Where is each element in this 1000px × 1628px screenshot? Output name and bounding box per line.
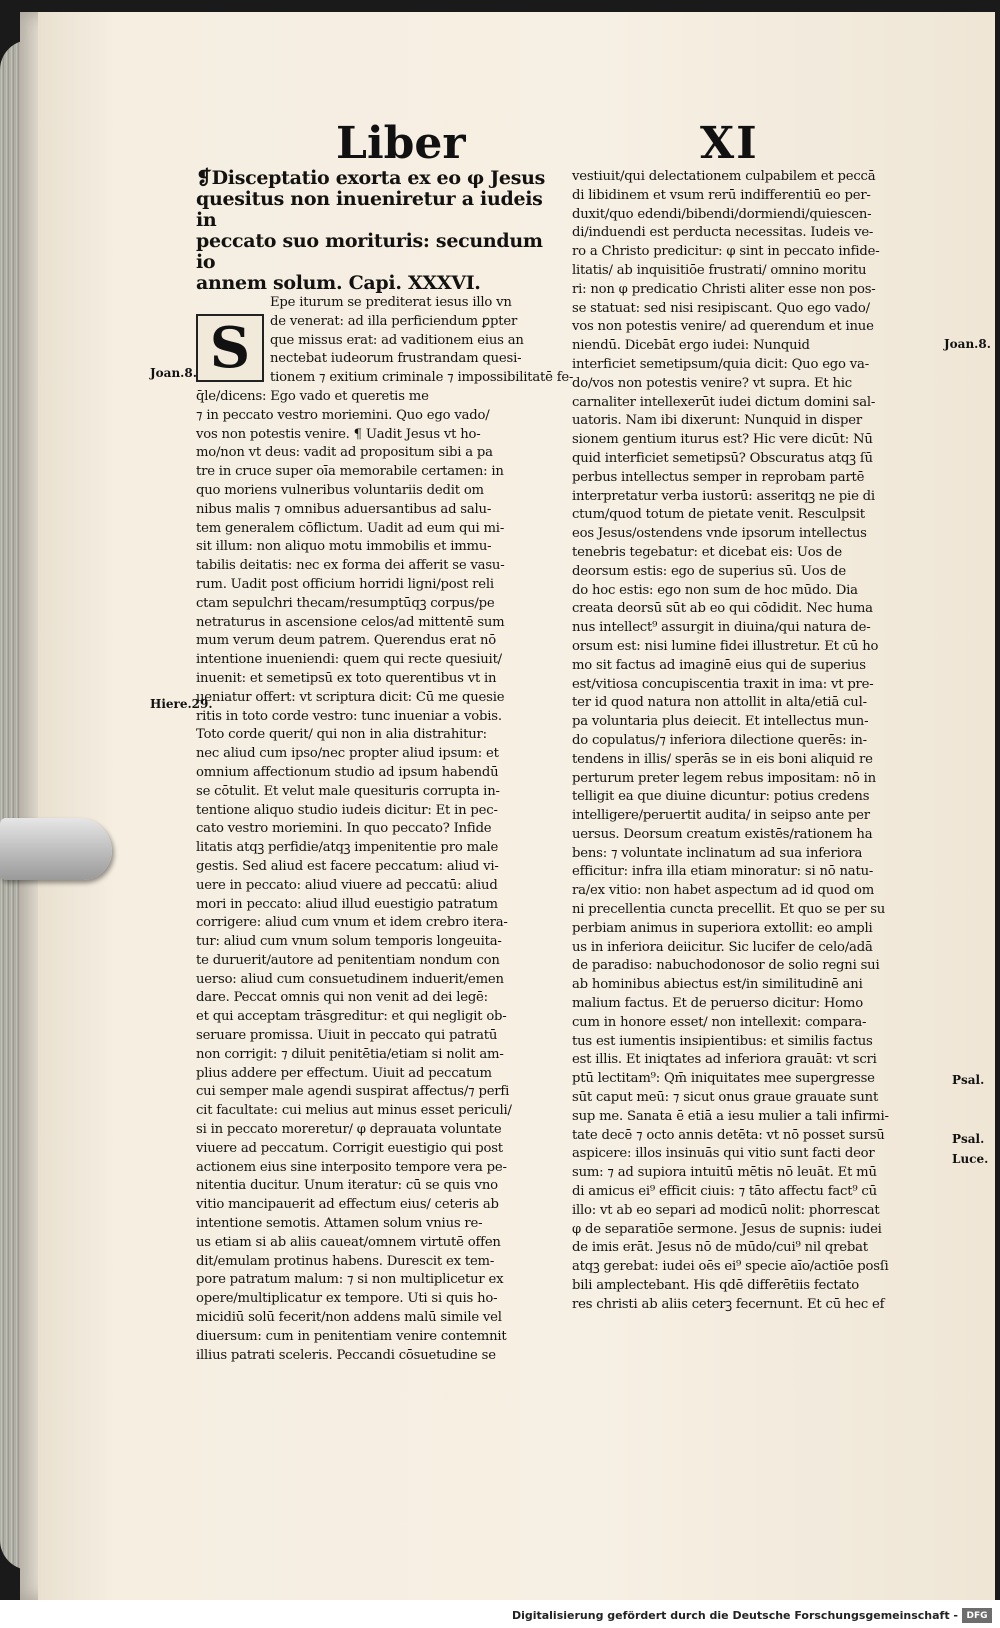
text-line: est illis. Et iniqtates ad inferiora grauāt: vt scri — [572, 1052, 877, 1068]
text-line: intelligere/peruertit audita/ in seipso ante per — [572, 808, 870, 824]
text-line: perbus intellectus semper in reprobam partē — [572, 469, 865, 485]
text-line: nus intellect⁹ assurgit in diuina/qui natura de- — [572, 620, 871, 636]
text-line: pore patratum malum: ⁊ si non multiplicetur ex — [196, 1272, 504, 1288]
text-line: bens: ⁊ voluntate inclinatum ad sua inferiora — [572, 845, 863, 861]
text-line: opere/multiplicatur ex tempore. Uti si quis ho- — [196, 1291, 498, 1307]
text-line: perturum preter legem rebus impositam: nō in — [572, 770, 876, 786]
marginal-note: Psal. — [952, 1073, 985, 1087]
text-line: atqꝫ gerebat: iudei oēs ei⁹ specie aīo/actiōe posſi — [572, 1259, 889, 1275]
text-line: ra/ex vitio: non habet aspectum ad id quod om — [572, 883, 875, 899]
text-line: inuenit: et semetipsū ex toto querentibus vt in — [196, 670, 497, 686]
text-line: interficiet semetipsum/quia dicit: Quo ego va- — [572, 356, 869, 372]
right-column — [572, 168, 940, 1315]
text-line: quid interficiet semetipsū? Obscuratus atqꝫ ſū — [572, 450, 873, 466]
text-line: ritis in toto corde vestro: tunc inueniar a vobis. — [196, 708, 502, 724]
text-line: et qui acceptam trāsgreditur: et qui negligit ob- — [196, 1009, 507, 1025]
text-line: ro a Christo predicitur: φ sint in peccato infide- — [572, 244, 880, 260]
running-head-right: XI — [700, 118, 759, 169]
text-line: mori in peccato: aliud illud euestigio patratum — [196, 896, 498, 912]
text-line: aspicere: illos insinuās qui vitio sunt facti deor — [572, 1146, 875, 1162]
text-line: us etiam si ab aliis caueat/omnem virtutē offen — [196, 1234, 501, 1250]
text-line: corrigere: aliud cum vnum et idem crebro itera- — [196, 915, 508, 931]
text-line: vos non potestis venire/ ad querendum et inue — [572, 319, 874, 335]
text-line: pa voluntaria plus deiecit. Et intellectus mun- — [572, 714, 869, 730]
text-line: di/induendi est perducta necessitas. Iudeis ve- — [572, 225, 874, 241]
text-line: tenebris tegebatur: et dicebat eis: Uos de — [572, 544, 842, 560]
text-line: cum in honore esset/ non intellexit: compara- — [572, 1014, 867, 1030]
text-line: φ de separatiōe sermone. Jesus de supnis: iudei — [572, 1221, 882, 1237]
text-line: duxit/quo edendi/bibendi/dormiendi/quiescen- — [572, 206, 872, 222]
left-column-body — [196, 294, 574, 1365]
text-line: gestis. Sed aliud est facere peccatum: aliud vi- — [196, 858, 499, 874]
text-line: cit facultate: cui melius aut minus esset periculi/ — [196, 1103, 512, 1119]
text-line: litatis atqꝫ perfidie/atqꝫ impenitentie pro male — [196, 840, 499, 856]
text-line: perbiam animus in superiora extollit: eo ampli — [572, 920, 873, 936]
text-line: deorsum estis: ego de superius sū. Uos de — [572, 563, 846, 579]
text-line: ni precellentia cuncta precellit. Et quo se per su — [572, 902, 886, 918]
text-line: se statuat: sed nisi resipiscant. Quo ego vado/ — [572, 300, 870, 316]
dfg-logo: DFG — [962, 1608, 992, 1623]
text-line: sum: ⁊ ad supiora intuitū mētis nō leuāt. Et mū — [572, 1165, 877, 1181]
text-line: cato vestro moriemini. In quo peccato? Infide — [196, 821, 492, 837]
running-head-left: Liber — [336, 118, 466, 169]
text-line: se cōtulit. Et velut male quesituris corrupta in- — [196, 783, 500, 799]
text-line: ⁊ in peccato vestro moriemini. Quo ego vado/ — [196, 407, 490, 423]
text-line: q̄le/dicens: Ego vado et queretis me — [196, 388, 429, 404]
text-line: illo: vt ab eo separi ad modicū nolit: phorrescat — [572, 1202, 880, 1218]
text-line: creata deorsū sūt ab eo qui cōdidit. Nec huma — [572, 601, 873, 617]
text-line: Toto corde querit/ qui non in alia distrahitur: — [196, 727, 487, 743]
text-line: tus est iumentis insipientibus: et similis factus — [572, 1033, 873, 1049]
text-line: bili amplectebant. His qdē differētiis fectato — [572, 1278, 859, 1294]
text-line: di libidinem et vsum rerū indifferentiū eo per- — [572, 187, 871, 203]
text-line: illius patrati sceleris. Peccandi cōsuetudine se — [196, 1347, 496, 1363]
text-line: que missus erat: ad vaditionem eius an — [270, 332, 524, 348]
text-line: eos Jesus/ostendens vnde ipsorum intellectus — [572, 526, 867, 542]
chapter-heading-line: ❡Disceptatio exorta ex eo φ Jesus — [196, 167, 546, 189]
text-line: ptū lectitam⁹: Qm̄ iniquitates mee supergresse — [572, 1071, 875, 1087]
text-line: nitentia ducitur. Unum iteratur: cū se quis vno — [196, 1178, 498, 1194]
text-line: tionem ⁊ exitium criminale ⁊ impossibilitatē fe- — [270, 370, 574, 386]
text-line: ctam sepulchri thecam/resumptūqꝫ corpus/pe — [196, 595, 495, 611]
text-line: actionem eius sine interposito tempore vera pe- — [196, 1159, 507, 1175]
text-line: de imis erāt. Jesus nō de mūdo/cui⁹ nil qrebat — [572, 1240, 868, 1256]
text-line: sūt caput meū: ⁊ sicut onus graue grauate sunt — [572, 1090, 879, 1106]
text-line: sup me. Sanata ē etiā a iesu mulier a tali infirmi- — [572, 1108, 889, 1124]
text-line: di amicus ei⁹ efficit ciuis: ⁊ tāto affectu fact⁹ cū — [572, 1184, 877, 1200]
text-line: intentione inueniendi: quem qui recte quesiuit/ — [196, 652, 502, 668]
text-line: tem generalem cōflictum. Uadit ad eum qui mi- — [196, 520, 505, 536]
text-line: malium factus. Et de peruerso dicitur: Homo — [572, 996, 863, 1012]
text-line: mo/non vt deus: vadit ad propositum sibi a pa — [196, 445, 493, 461]
text-line: efficitur: infra illa etiam minoratur: si nō natu- — [572, 864, 874, 880]
text-line: vitio mancipauerit ad effectum eius/ ceteris ab — [196, 1197, 499, 1213]
text-line: ctum/quod totum de pietate venit. Resculpsit — [572, 507, 865, 523]
chapter-heading-line: peccato suo morituris: secundum io — [196, 230, 543, 273]
decorated-initial: S — [196, 314, 264, 382]
text-line: non corrigit: ⁊ diluit penitētia/etiam si nolit am- — [196, 1046, 504, 1062]
text-line: orsum est: nisi lumine fidei illustretur. Et cū ho — [572, 638, 879, 654]
text-line: uatoris. Nam ibi dixerunt: Nunquid in disper — [572, 413, 862, 429]
text-line: uere in peccato: aliud viuere ad peccatū: aliud — [196, 877, 498, 893]
text-line: ri: non φ predicatio Christi aliter esse non pos- — [572, 281, 876, 297]
chapter-heading-line: quesitus non inueniretur a iudeis in — [196, 188, 543, 231]
text-line: vos non potestis venire. ¶ Uadit Jesus vt ho- — [196, 426, 481, 442]
text-line: nibus malis ⁊ omnibus aduersantibus ad salu- — [196, 501, 492, 517]
text-line: sit illum: non aliquo motu immobilis et immu- — [196, 539, 492, 555]
text-line: dare. Peccat omnis qui non venit ad dei legē: — [196, 990, 488, 1006]
marginal-note: Psal. — [952, 1132, 985, 1146]
text-line: viuere ad peccatum. Corrigit euestigio qui post — [196, 1140, 503, 1156]
text-line: res christi ab aliis ceterꝫ fecernunt. Et cū hec ef — [572, 1296, 885, 1312]
text-line: interpretatur verba iustorū: asseritqꝫ ne pie di — [572, 488, 875, 504]
text-line: tentione aliquo studio iudeis dicitur: Et in pec- — [196, 802, 498, 818]
marginal-note: Hiere.29. — [150, 697, 213, 711]
text-line: tate decē ⁊ octo annis detēta: vt nō posset sursū — [572, 1127, 885, 1143]
chapter-heading-line: annem solum. Capi. XXXVI. — [196, 272, 481, 294]
text-line: seruare promissa. Uiuit in peccato qui patratū — [196, 1028, 498, 1044]
text-line: niendū. Dicebāt ergo iudei: Nunquid — [572, 338, 810, 354]
text-line: nec aliud cum ipso/nec propter aliud ipsum: et — [196, 746, 499, 762]
text-line: vestiuit/qui delectationem culpabilem et peccā — [572, 169, 876, 184]
text-line: de paradiso: nabuchodonosor de solio regni sui — [572, 958, 880, 974]
text-line: intentione semotis. Attamen solum vnius re- — [196, 1216, 483, 1232]
text-line: mum verum deum patrem. Querendus erat nō — [196, 633, 496, 649]
text-line: diuersum: cum in penitentiam venire contemnit — [196, 1328, 507, 1344]
marginal-note: Luce. — [952, 1152, 989, 1166]
text-line: te duruerit/autore ad penitentiam nondum con — [196, 952, 500, 968]
text-line: do hoc estis: ego non sum de hoc mūdo. Dia — [572, 582, 858, 598]
text-line: mo sit factus ad imaginē eius qui de superius — [572, 657, 866, 673]
text-line: telligit ea que diuine dicuntur: potius credens — [572, 789, 870, 805]
text-line: carnaliter intellexerūt iudei dictum domini sal- — [572, 394, 876, 410]
text-line: micidiū solū fecerit/non addens malū simile vel — [196, 1310, 502, 1326]
text-line: rum. Uadit post officium horridi ligni/post reli — [196, 576, 494, 592]
text-line: ueniatur offert: vt scriptura dicit: Cū me quesie — [196, 689, 505, 705]
text-line: nectebat iudeorum frustrandam quesi- — [270, 351, 522, 367]
text-line: litatis/ ab inquisitiōe frustrati/ omnino moritu — [572, 262, 867, 278]
text-line: omnium affectionum studio ad ipsum habendū — [196, 764, 499, 780]
text-line: cui semper male agendi suspirat affectus/⁊ perfi — [196, 1084, 510, 1100]
text-line: do/vos non potestis venire? vt supra. Et hic — [572, 375, 852, 391]
text-line: quo moriens vulneribus voluntariis dedit om — [196, 482, 484, 498]
footer-bar — [0, 1600, 1000, 1628]
text-line: tendens in illis/ sperās se in eis boni aliquid re — [572, 751, 873, 767]
text-line: dit/emulam protinus habens. Durescit ex tem- — [196, 1253, 495, 1269]
text-line: uersus. Deorsum creatum existēs/rationem ha — [572, 826, 873, 842]
text-line: est/vitiosa concupiscentia traxit in ima: vt pre- — [572, 676, 874, 692]
text-line: Epe iturum se prediterat iesus illo vn — [270, 295, 512, 310]
text-line: tre in cruce super oīa memorabile certamen: in — [196, 464, 504, 480]
text-line: tur: aliud cum vnum solum temporis longeuita- — [196, 934, 502, 950]
footer-credit: Digitalisierung gefördert durch die Deutsche Forschungsgemeinschaft - — [511, 1609, 958, 1622]
text-line: us in inferiora deiicitur. Sic lucifer de celo/adā — [572, 939, 873, 955]
text-line: do copulatus/⁊ inferiora dilectione querēs: in- — [572, 732, 867, 748]
text-line: si in peccato moreretur/ φ deprauata voluntate — [196, 1122, 502, 1138]
text-line: ab hominibus abiectus est/in similitudinē ani — [572, 977, 863, 993]
text-line: sionem gentium iturus est? Hic vere dicūt: Nū — [572, 432, 873, 448]
left-column — [196, 167, 574, 1365]
marginal-note: Joan.8. — [944, 337, 991, 351]
text-line: uerso: aliud cum consuetudinem induerit/emen — [196, 971, 504, 987]
text-line: tabilis deitatis: nec ex forma dei afferit se vasu- — [196, 558, 505, 574]
text-line: ter id quod natura non attollit in alta/etiā cul- — [572, 695, 867, 711]
right-column-body — [572, 168, 940, 1315]
text-line: netraturus in ascensione celos/ad mittentē sum — [196, 614, 505, 630]
text-line: plius addere per effectum. Uiuit ad peccatum — [196, 1065, 492, 1081]
bookmark-tab — [0, 818, 112, 880]
text-line: de venerat: ad illa perficiendum ꝑpter — [270, 313, 518, 329]
marginal-note: Joan.8. — [150, 366, 197, 380]
